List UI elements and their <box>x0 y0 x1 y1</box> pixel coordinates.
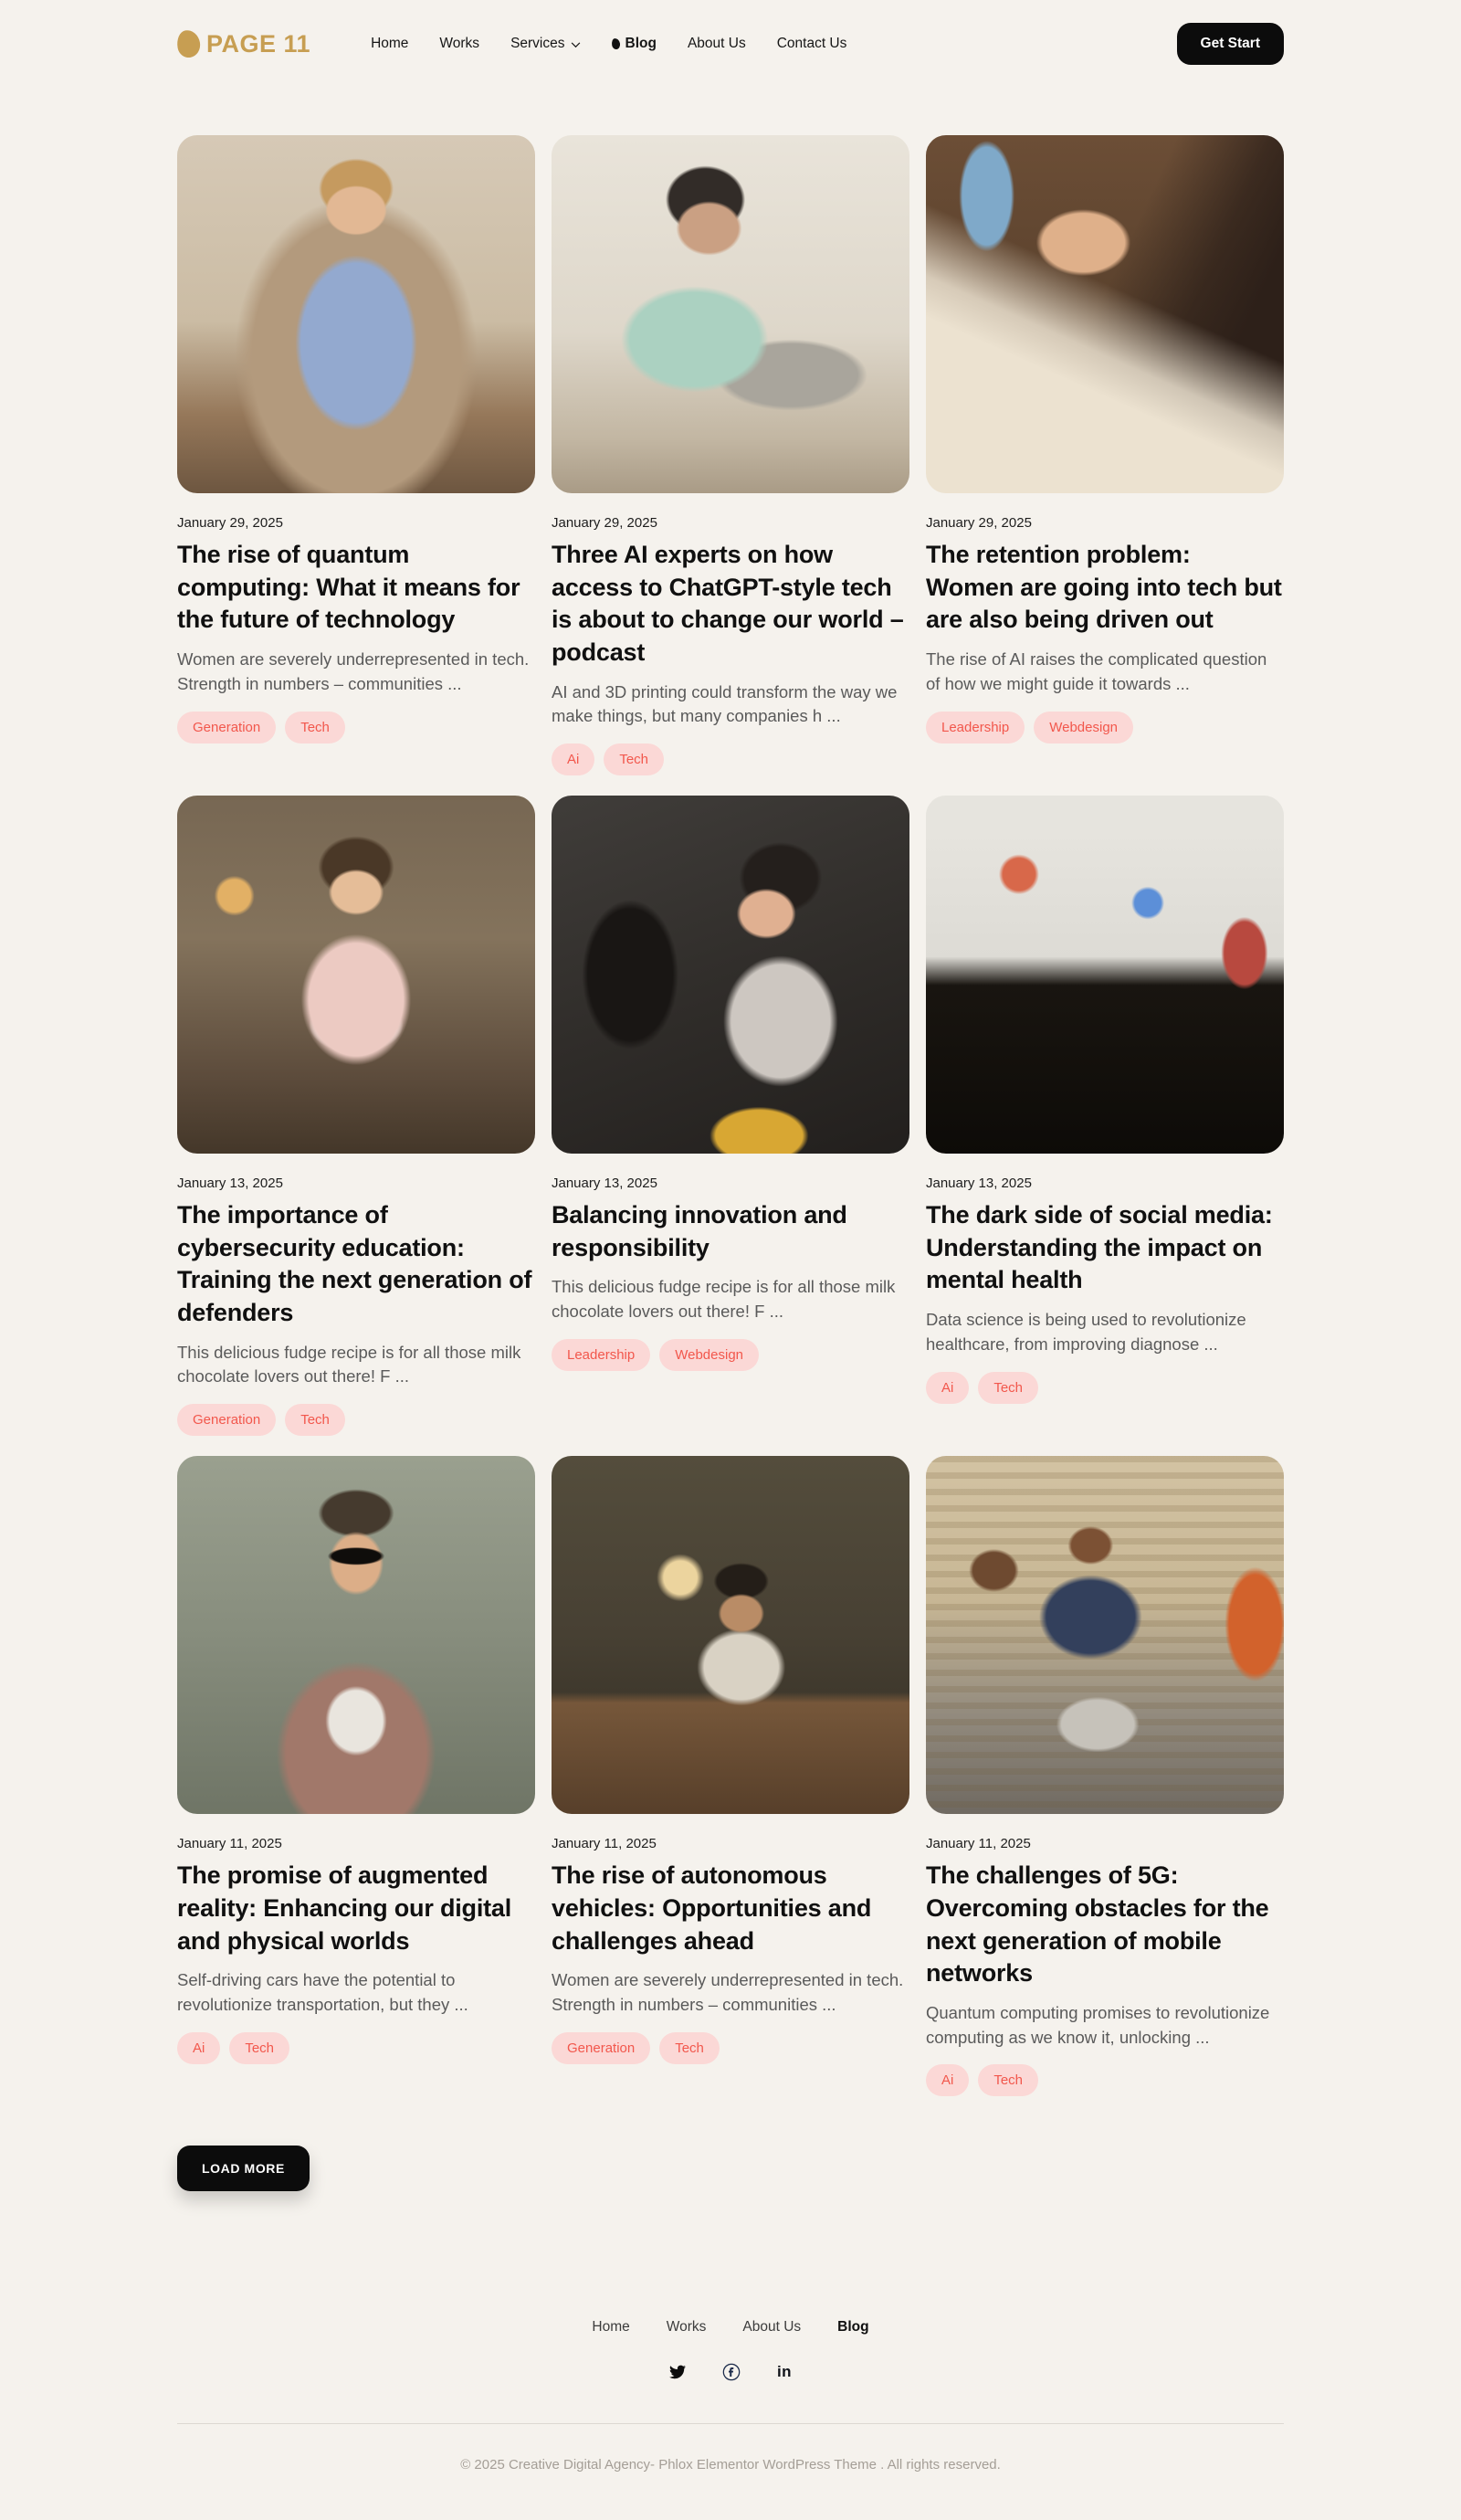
tag-list <box>926 2064 1284 2096</box>
facebook-icon[interactable] <box>722 2363 741 2381</box>
header <box>0 0 1461 88</box>
tag-pill[interactable]: Leadership <box>552 1339 650 1371</box>
post-card <box>177 796 535 1436</box>
footer-link-works[interactable]: Works <box>666 2319 707 2335</box>
blog-list <box>177 88 1284 2191</box>
tag-pill[interactable]: Ai <box>552 743 594 775</box>
tag-pill[interactable]: Tech <box>978 1372 1038 1404</box>
post-image[interactable] <box>926 1456 1284 1814</box>
tag-list <box>177 1404 535 1436</box>
post-date: January 29, 2025 <box>552 515 657 531</box>
nav-item-contact-us[interactable]: Contact Us <box>776 36 847 51</box>
tag-pill[interactable]: Tech <box>604 743 664 775</box>
chevron-down-icon <box>571 37 581 53</box>
post-image[interactable] <box>552 135 909 493</box>
post-excerpt: Data science is being used to revolutionize healthcare, from improving diagnose ... <box>926 1310 1246 1354</box>
tag-list <box>926 712 1284 743</box>
footer-link-home[interactable]: Home <box>592 2319 630 2335</box>
post-card <box>926 1456 1284 2096</box>
nav-item-works[interactable]: Works <box>439 36 480 51</box>
post-title[interactable]: The retention problem: Women are going into tech but are also being driven out <box>926 541 1282 634</box>
post-image[interactable] <box>926 796 1284 1154</box>
post-date: January 11, 2025 <box>926 1836 1031 1852</box>
linkedin-icon[interactable]: in <box>776 2363 793 2381</box>
tag-list <box>926 1372 1284 1404</box>
blog-blob-icon <box>611 37 621 49</box>
tag-list <box>177 712 535 743</box>
post-image[interactable] <box>552 1456 909 1814</box>
post-card <box>552 135 909 775</box>
tag-pill[interactable]: Tech <box>229 2032 289 2064</box>
post-card <box>926 796 1284 1436</box>
logo-blob-icon <box>175 28 203 59</box>
post-grid <box>177 88 1284 2096</box>
tag-pill[interactable]: Tech <box>978 2064 1038 2096</box>
post-title[interactable]: The challenges of 5G: Overcoming obstacles for the next generation of mobile networks <box>926 1861 1269 1988</box>
post-excerpt: This delicious fudge recipe is for all those milk chocolate lovers out there! F ... <box>552 1277 896 1322</box>
tag-pill[interactable]: Generation <box>552 2032 650 2064</box>
tag-pill[interactable]: Webdesign <box>1034 712 1133 743</box>
footer <box>0 2319 1461 2493</box>
tag-list <box>177 2032 535 2064</box>
post-title[interactable]: Three AI experts on how access to ChatGPT-style tech is about to change our world – podcast <box>552 541 904 666</box>
get-start-button[interactable]: Get Start <box>1177 23 1284 65</box>
tag-pill[interactable]: Tech <box>285 712 345 743</box>
post-excerpt: AI and 3D printing could transform the way we make things, but many companies h ... <box>552 681 898 726</box>
tag-list <box>552 743 909 775</box>
tag-list <box>552 2032 909 2064</box>
main-nav <box>371 35 846 53</box>
post-card <box>177 1456 535 2096</box>
tag-pill[interactable]: Webdesign <box>659 1339 759 1371</box>
post-title[interactable]: Balancing innovation and responsibility <box>552 1201 847 1261</box>
tag-pill[interactable]: Ai <box>926 2064 969 2096</box>
post-date: January 13, 2025 <box>926 1176 1032 1192</box>
post-date: January 11, 2025 <box>177 1836 282 1852</box>
twitter-icon[interactable] <box>669 2363 686 2381</box>
tag-pill[interactable]: Generation <box>177 712 276 743</box>
post-image[interactable] <box>926 135 1284 493</box>
post-image[interactable] <box>177 1456 535 1814</box>
tag-pill[interactable]: Generation <box>177 1404 276 1436</box>
nav-item-blog[interactable]: Blog <box>612 36 657 52</box>
tag-list <box>552 1339 909 1371</box>
logo-text: PAGE 11 <box>206 29 311 58</box>
post-excerpt: Quantum computing promises to revolutionize computing as we know it, unlocking ... <box>926 2002 1270 2047</box>
tag-pill[interactable]: Leadership <box>926 712 1025 743</box>
tag-pill[interactable]: Tech <box>285 1404 345 1436</box>
post-title[interactable]: The rise of quantum computing: What it means for the future of technology <box>177 541 520 634</box>
nav-item-services[interactable]: Services <box>510 35 580 53</box>
post-excerpt: Women are severely underrepresented in tech. Strength in numbers – communities ... <box>552 1970 904 2014</box>
footer-nav <box>0 2319 1461 2335</box>
tag-pill[interactable]: Ai <box>926 1372 969 1404</box>
post-date: January 29, 2025 <box>177 515 283 531</box>
copyright-text: © 2025 Creative Digital Agency- Phlox Elementor WordPress Theme . All rights reserved. <box>460 2457 1001 2473</box>
post-title[interactable]: The dark side of social media: Understanding the impact on mental health <box>926 1201 1273 1294</box>
post-card <box>177 135 535 775</box>
footer-link-blog[interactable]: Blog <box>837 2319 869 2335</box>
post-image[interactable] <box>177 135 535 493</box>
social-links <box>0 2363 1461 2381</box>
post-card <box>926 135 1284 775</box>
nav-item-about-us[interactable]: About Us <box>687 36 746 51</box>
post-date: January 13, 2025 <box>552 1176 657 1192</box>
post-excerpt: This delicious fudge recipe is for all those milk chocolate lovers out there! F ... <box>177 1342 521 1387</box>
post-image[interactable] <box>552 796 909 1154</box>
post-excerpt: Self-driving cars have the potential to revolutionize transportation, but they ... <box>177 1970 468 2014</box>
post-date: January 29, 2025 <box>926 515 1032 531</box>
footer-link-about-us[interactable]: About Us <box>742 2319 802 2335</box>
post-title[interactable]: The importance of cybersecurity education: Training the next generation of defenders <box>177 1201 532 1326</box>
post-excerpt: The rise of AI raises the complicated question of how we might guide it towards ... <box>926 648 1267 693</box>
post-excerpt: Women are severely underrepresented in tech. Strength in numbers – communities ... <box>177 648 530 693</box>
post-title[interactable]: The promise of augmented reality: Enhancing our digital and physical worlds <box>177 1861 512 1955</box>
load-more-button[interactable]: LOAD MORE <box>177 2146 310 2191</box>
logo[interactable] <box>177 30 310 58</box>
post-date: January 13, 2025 <box>177 1176 283 1192</box>
post-image[interactable] <box>177 796 535 1154</box>
post-card <box>552 796 909 1436</box>
tag-pill[interactable]: Ai <box>177 2032 220 2064</box>
tag-pill[interactable]: Tech <box>659 2032 720 2064</box>
post-date: January 11, 2025 <box>552 1836 657 1852</box>
nav-item-home[interactable]: Home <box>371 36 409 51</box>
post-title[interactable]: The rise of autonomous vehicles: Opportunities and challenges ahead <box>552 1861 872 1955</box>
post-card <box>552 1456 909 2096</box>
